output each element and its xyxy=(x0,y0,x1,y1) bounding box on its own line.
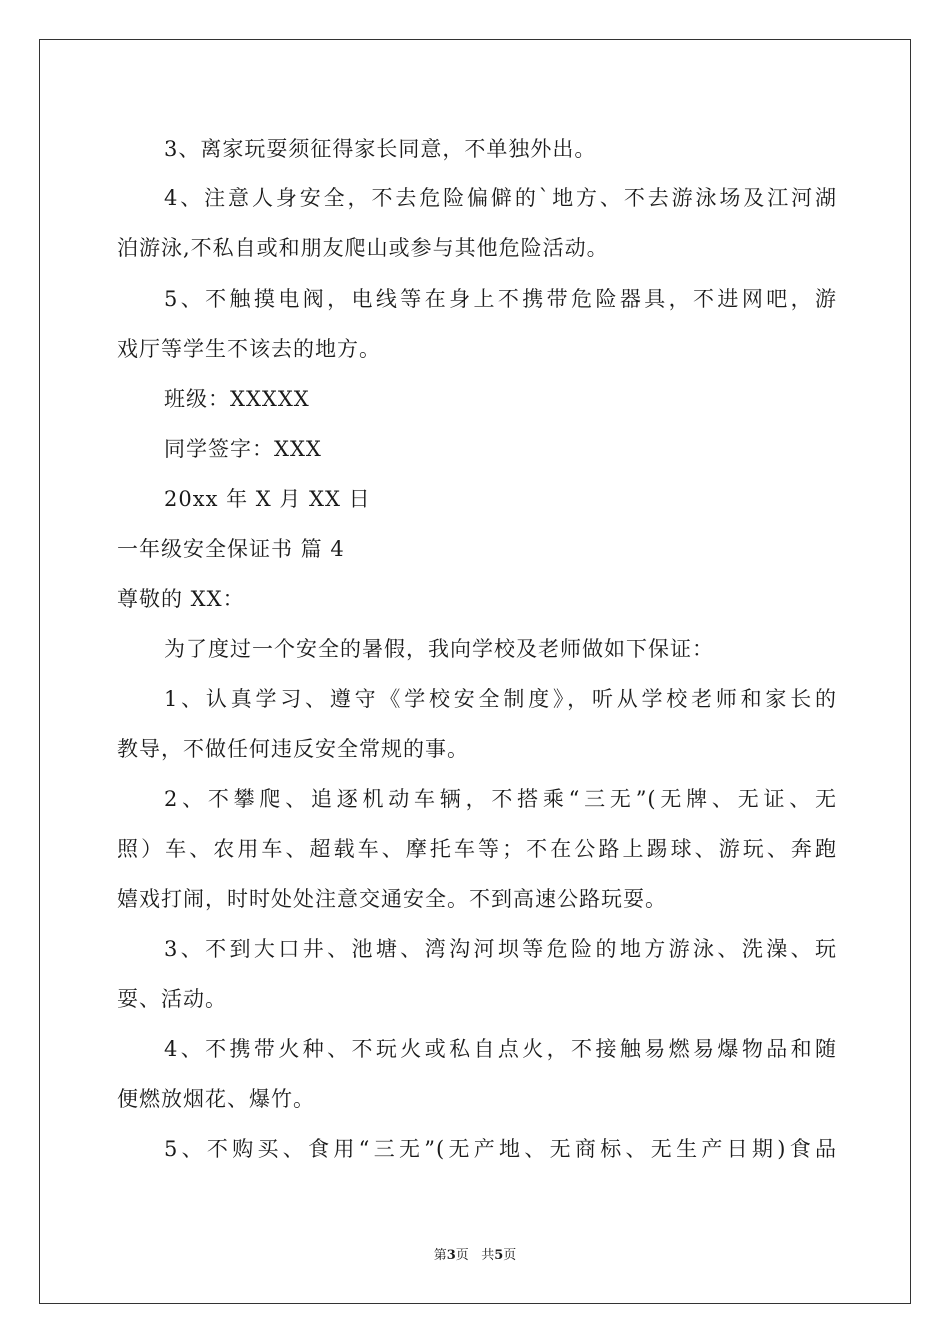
paragraph-line: 教导，不做任何违反安全常规的事。 xyxy=(117,737,469,761)
paragraph-line: 泊游泳,不私自或和朋友爬山或参与其他危险活动。 xyxy=(117,236,609,260)
section-heading: 一年级安全保证书 篇 4 xyxy=(117,537,345,561)
paragraph-line: 5、不购买、食用“三无”(无产地、无商标、无生产日期)食品 xyxy=(164,1137,837,1161)
date-line: 20xx 年 X 月 XX 日 xyxy=(164,487,371,511)
paragraph-line: 3、离家玩耍须征得家长同意，不单独外出。 xyxy=(164,137,597,161)
footer-suffix: 页 xyxy=(503,1248,517,1263)
paragraph-line: 为了度过一个安全的暑假，我向学校及老师做如下保证： xyxy=(164,637,714,661)
paragraph-line: 3、不到大口井、池塘、湾沟河坝等危险的地方游泳、洗澡、玩 xyxy=(164,937,837,961)
salutation: 尊敬的 XX： xyxy=(117,587,245,611)
footer-prefix: 第 xyxy=(433,1248,447,1263)
page-border xyxy=(39,39,911,1304)
paragraph-line: 便燃放烟花、爆竹。 xyxy=(117,1087,315,1111)
paragraph-line: 戏厅等学生不该去的地方。 xyxy=(117,337,381,361)
paragraph-line: 4、注意人身安全，不去危险偏僻的`地方、不去游泳场及江河湖 xyxy=(164,186,837,210)
class-line: 班级：XXXXX xyxy=(164,387,310,411)
paragraph-line: 1、认真学习、遵守《学校安全制度》，听从学校老师和家长的 xyxy=(164,687,837,711)
paragraph-line: 耍、活动。 xyxy=(117,987,227,1011)
paragraph-line: 照）车、农用车、超载车、摩托车等；不在公路上踢球、游玩、奔跑 xyxy=(117,837,837,861)
paragraph-line: 5、不触摸电阀，电线等在身上不携带危险器具，不进网吧，游 xyxy=(164,287,837,311)
paragraph-line: 2、不攀爬、追逐机动车辆，不搭乘“三无”(无牌、无证、无 xyxy=(164,787,837,811)
total-page-number: 5 xyxy=(494,1248,504,1263)
footer-mid: 页 共 xyxy=(455,1248,495,1263)
signature-line: 同学签字：XXX xyxy=(164,437,322,461)
paragraph-line: 4、不携带火种、不玩火或私自点火，不接触易燃易爆物品和随 xyxy=(164,1037,837,1061)
page-footer xyxy=(0,1248,950,1264)
paragraph-line: 嬉戏打闹，时时处处注意交通安全。不到高速公路玩耍。 xyxy=(117,887,667,911)
current-page-number: 3 xyxy=(446,1248,456,1263)
